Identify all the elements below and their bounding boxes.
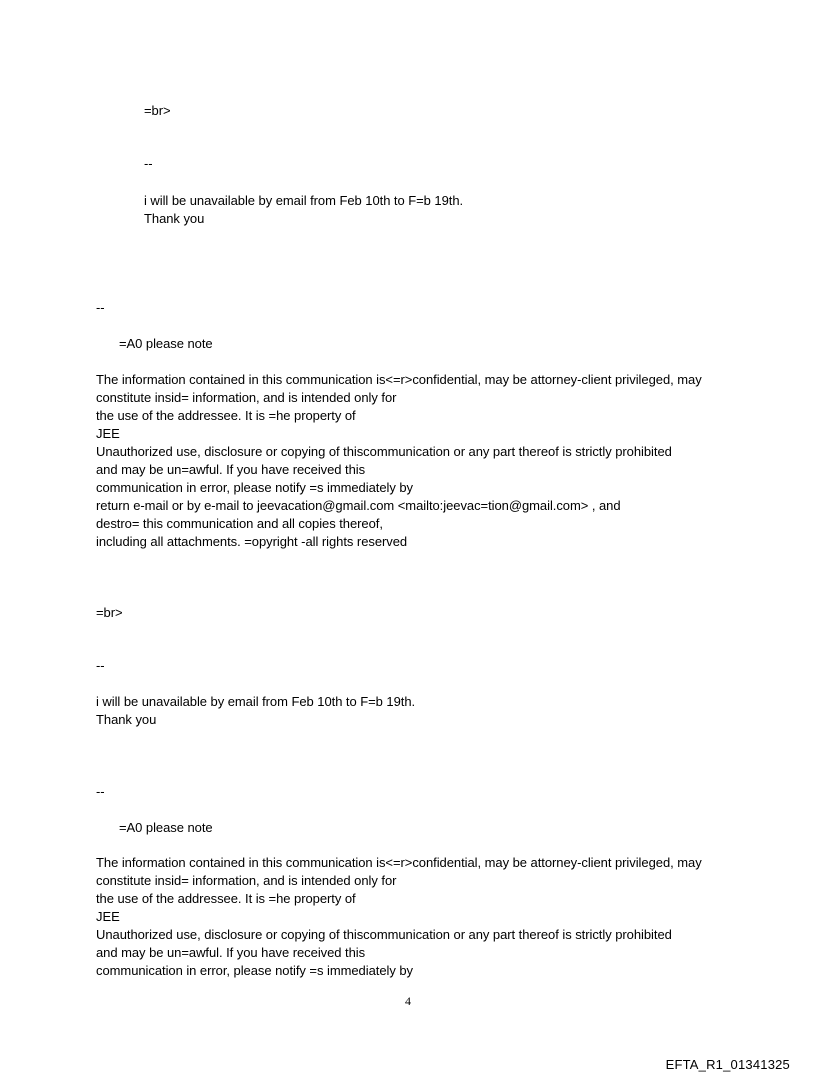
disclaimer-line: and may be un=awful. If you have received this	[96, 462, 366, 477]
disclaimer-line: destro= this communication and all copies thereof,	[96, 516, 383, 531]
disclaimer-line-email: return e-mail or by e-mail to jeevacation@gmail.com <mailto:jeevac=tion@gmail.com> , and	[96, 498, 621, 513]
br-line: =br>	[96, 605, 123, 620]
thanks-line: Thank you	[144, 211, 205, 226]
note-heading: =A0 please note	[119, 336, 213, 351]
disclaimer-line: The information contained in this communication is<=r>confidential, may be attorney-client privileged, may	[96, 372, 702, 387]
disclaimer-line: JEE	[96, 909, 120, 924]
unavailable-notice: i will be unavailable by email from Feb 10th to F=b 19th.	[144, 193, 464, 208]
page-number: 4	[405, 994, 411, 1008]
disclaimer-line: constitute insid= information, and is intended only for	[96, 390, 397, 405]
disclaimer-line: Unauthorized use, disclosure or copying of thiscommunication or any part thereof is strictly prohibited	[96, 927, 672, 942]
disclaimer-line: communication in error, please notify =s immediately by	[96, 480, 413, 495]
br-line: =br>	[144, 103, 171, 118]
separator: --	[96, 300, 105, 315]
disclaimer-line: the use of the addressee. It is =he property of	[96, 891, 356, 906]
thanks-line: Thank you	[96, 712, 157, 727]
disclaimer-line: including all attachments. =opyright -all rights reserved	[96, 534, 408, 549]
disclaimer-line: the use of the addressee. It is =he property of	[96, 408, 356, 423]
disclaimer-line: JEE	[96, 426, 120, 441]
disclaimer-line: Unauthorized use, disclosure or copying of thiscommunication or any part thereof is strictly prohibited	[96, 444, 672, 459]
unavailable-notice: i will be unavailable by email from Feb 10th to F=b 19th.	[96, 694, 416, 709]
separator: --	[144, 156, 153, 171]
separator: --	[96, 658, 105, 673]
disclaimer-line: The information contained in this communication is<=r>confidential, may be attorney-client privileged, may	[96, 855, 702, 870]
disclaimer-line: constitute insid= information, and is intended only for	[96, 873, 397, 888]
separator: --	[96, 784, 105, 799]
note-heading: =A0 please note	[119, 820, 213, 835]
disclaimer-line: communication in error, please notify =s immediately by	[96, 963, 413, 978]
disclaimer-line: and may be un=awful. If you have received this	[96, 945, 366, 960]
document-id: EFTA_R1_01341325	[665, 1057, 790, 1072]
